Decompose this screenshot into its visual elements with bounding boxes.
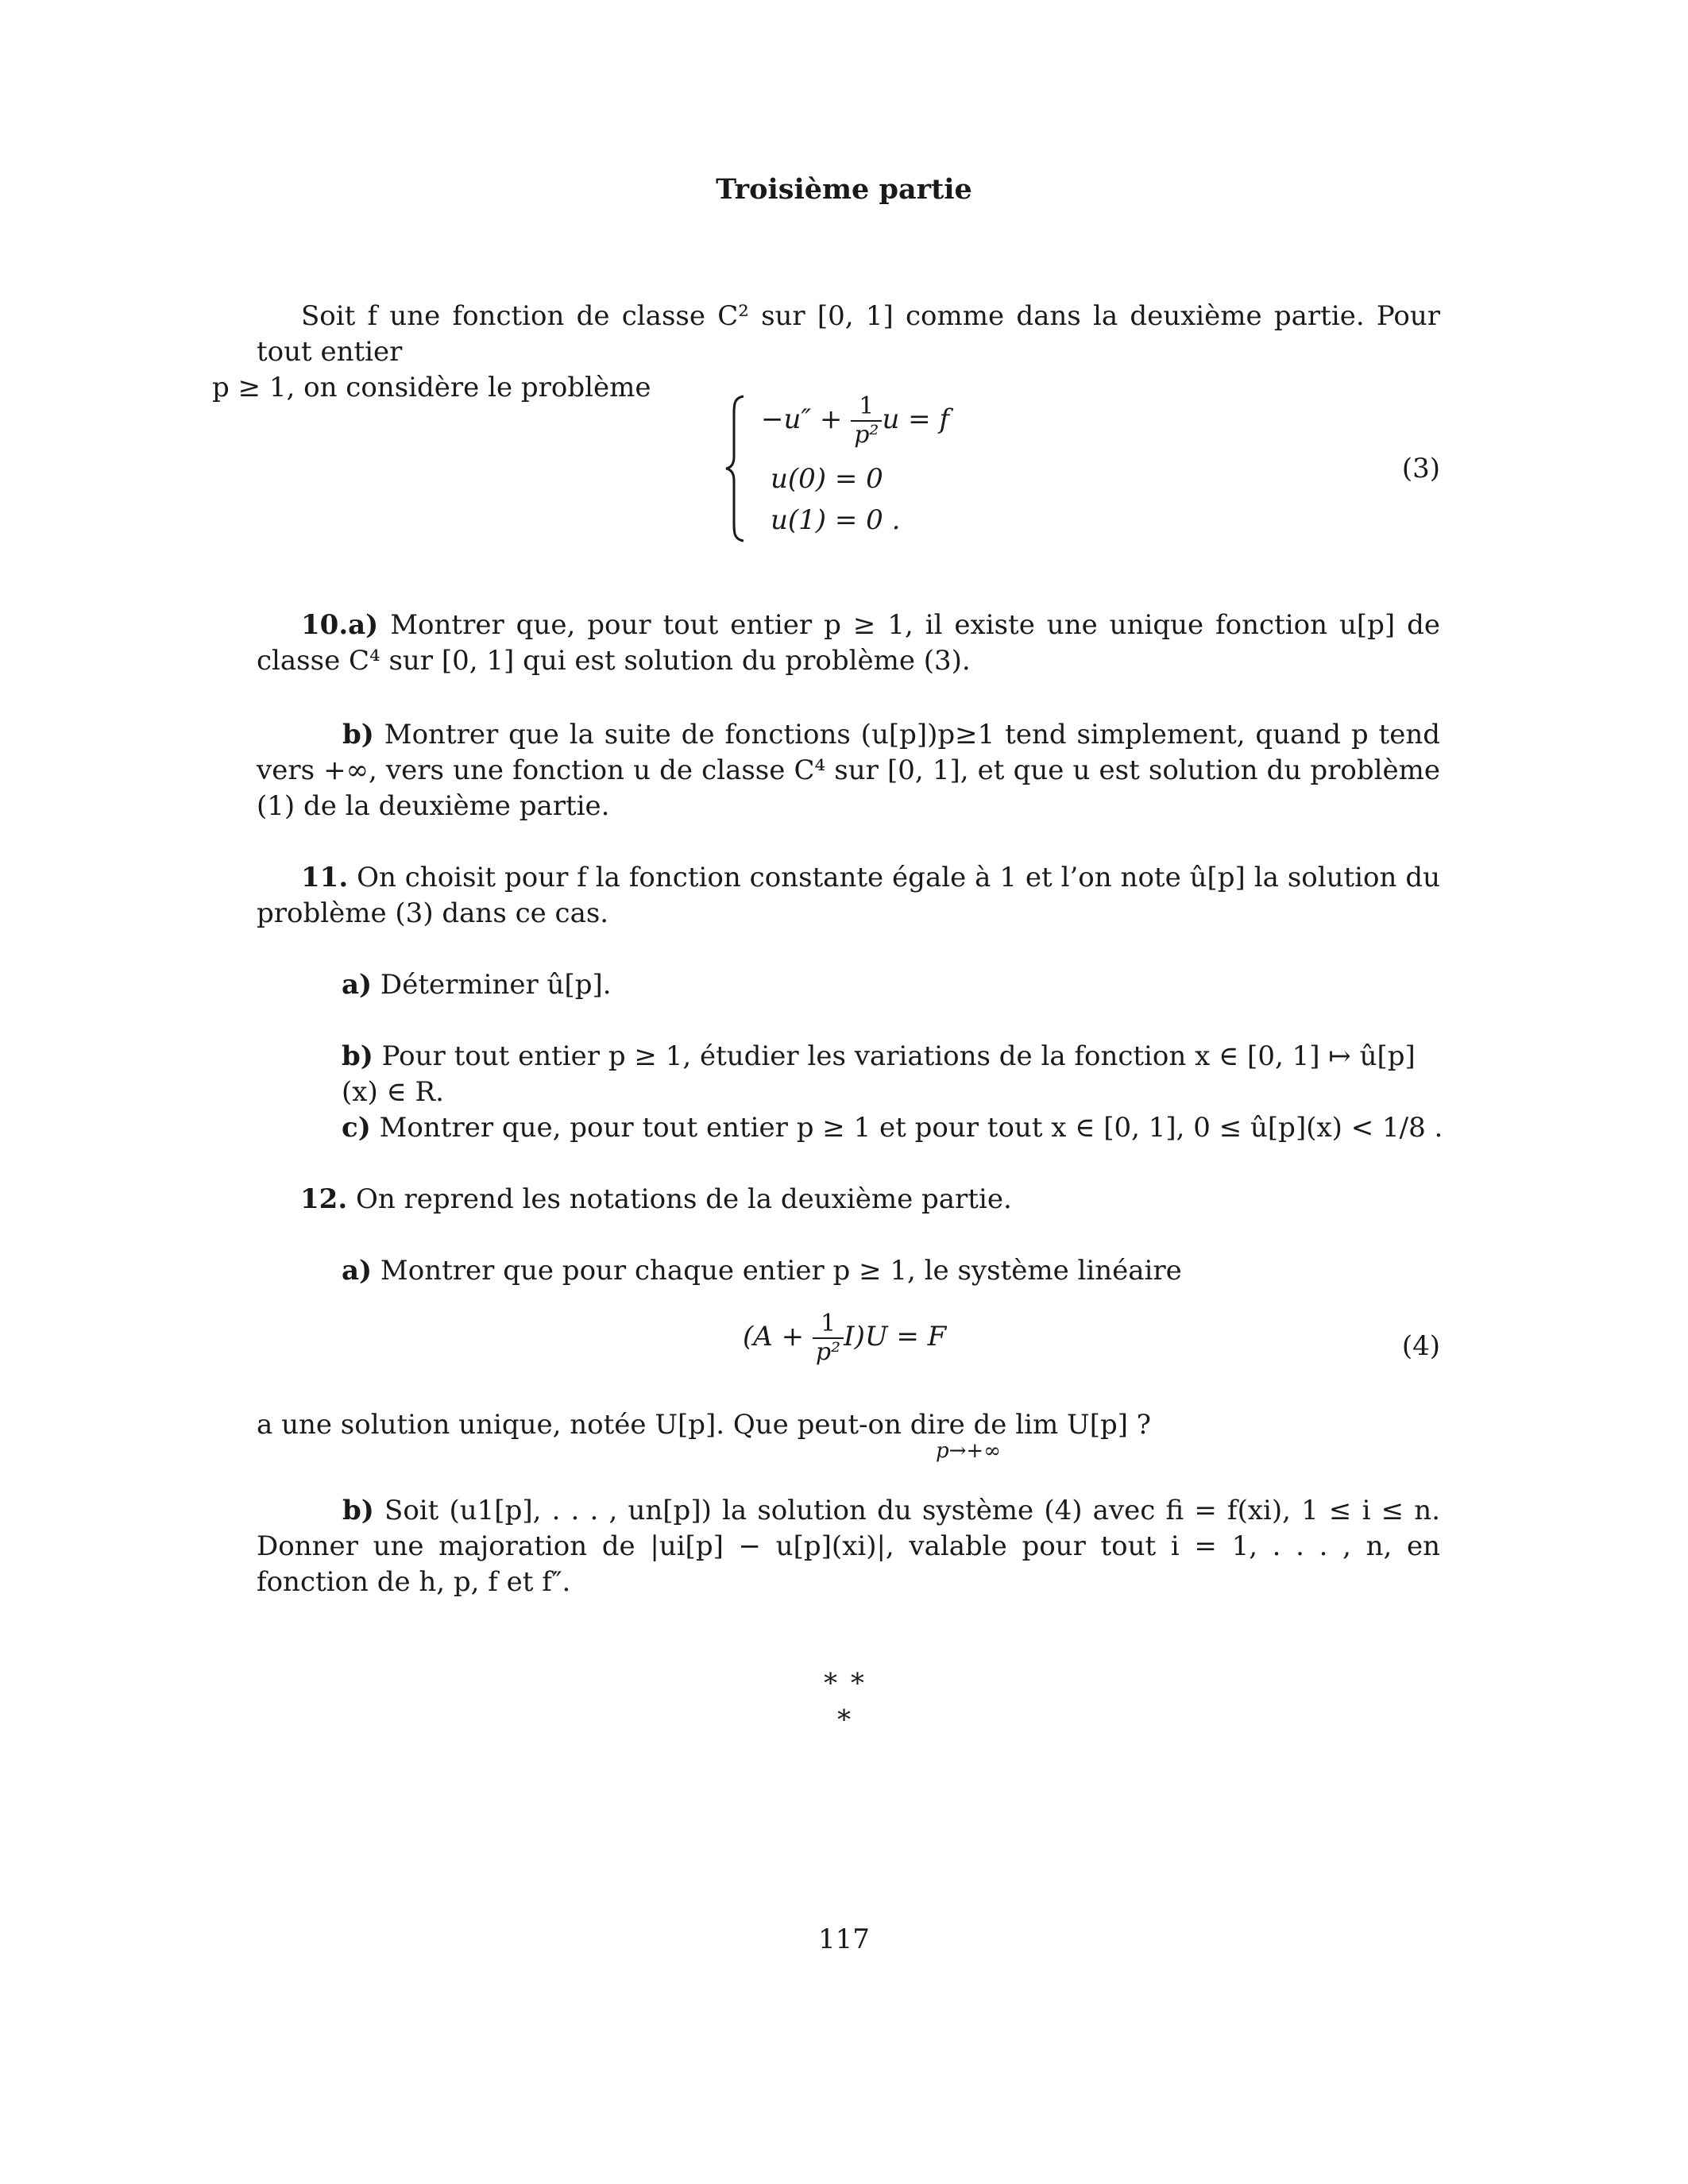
section-title: Troisième partie	[716, 173, 972, 206]
question-11	[257, 860, 1440, 932]
question-11c-text: Montrer que, pour tout entier p ≥ 1 et pour tout x ∈ [0, 1], 0 ≤ û[p](x) < 1/8 .	[370, 1112, 1443, 1144]
equation-number-3: (3)	[1401, 453, 1440, 484]
question-11c	[342, 1110, 1446, 1146]
equation-4	[743, 1310, 946, 1366]
fraction-denominator-eq4: p²	[815, 1338, 841, 1366]
system-line-1-left: −u″ +	[761, 403, 852, 435]
stars-top: ∗ ∗	[821, 1662, 867, 1694]
question-11a	[342, 967, 1446, 1003]
question-11-text: On choisit pour f la fonction constante égale à 1 et l’on note û[p] la solution du problème (3) dans ce cas.	[257, 862, 1440, 929]
system-line-1	[761, 393, 949, 449]
question-11-label: 11.	[301, 862, 349, 893]
question-10a	[257, 608, 1440, 679]
left-brace-icon	[723, 393, 747, 544]
question-12b	[257, 1493, 1440, 1600]
system-line-2: u(0) = 0	[771, 463, 883, 495]
intro-line-2: p ≥ 1, on considère le problème	[212, 372, 651, 403]
question-11b-label: b)	[342, 1040, 373, 1072]
question-11c-label: c)	[342, 1112, 371, 1144]
question-11a-text: Déterminer û[p].	[372, 969, 612, 1001]
question-12b-text: Soit (u1[p], . . . , un[p]) la solution du système (4) avec fi = f(xi), 1 ≤ i ≤ n. Donner une majoration de |ui[p] − u[p](xi)|, valable pour tout i = 1, . . . , n, en fonction de h, p, f et f″.	[257, 1495, 1440, 1598]
equation-4-right: I)U = F	[844, 1321, 947, 1352]
question-12a-continuation	[257, 1407, 1440, 1443]
stars-bottom: ∗	[834, 1699, 854, 1731]
page-number: 117	[818, 1924, 870, 1955]
system-line-1-right: u = f	[882, 403, 950, 435]
question-10b-label: b)	[342, 719, 374, 751]
fraction-1-over-p2	[851, 393, 882, 449]
question-10b-text: Montrer que la suite de fonctions (u[p])p≥1 tend simplement, quand p tend vers +∞, vers une fonction u de classe C⁴ sur [0, 1], et que u est solution du problème (1) de la deuxième partie.	[257, 719, 1440, 822]
question-10b	[257, 717, 1440, 824]
intro-line-1: Soit f une fonction de classe C² sur [0, 1] comme dans la deuxième partie. Pour tout entier	[257, 300, 1440, 368]
limit-subscript: p→+∞	[936, 1439, 1001, 1463]
equation-number-4: (4)	[1401, 1330, 1440, 1362]
fraction-1-over-p2-eq4	[813, 1310, 844, 1366]
question-12a-text: Montrer que pour chaque entier p ≥ 1, le système linéaire	[372, 1255, 1182, 1287]
question-11b	[342, 1039, 1446, 1110]
question-12a	[342, 1253, 1446, 1289]
question-12-text: On reprend les notations de la deuxième partie.	[347, 1183, 1012, 1215]
question-12	[300, 1182, 1404, 1217]
equation-system-3	[723, 393, 1009, 544]
equation-4-left: (A +	[743, 1321, 813, 1352]
question-12a-label: a)	[342, 1255, 373, 1287]
intro-paragraph	[212, 299, 1440, 406]
fraction-numerator: 1	[851, 393, 882, 422]
question-10a-text: Montrer que, pour tout entier p ≥ 1, il existe une unique fonction u[p] de classe C⁴ sur [0, 1] qui est solution du problème (3).	[257, 609, 1440, 677]
system-line-3: u(1) = 0 .	[771, 504, 901, 536]
fraction-denominator: p²	[854, 421, 879, 449]
question-11a-label: a)	[342, 969, 373, 1001]
question-11b-text: Pour tout entier p ≥ 1, étudier les variations de la fonction x ∈ [0, 1] ↦ û[p](x) ∈ R.	[342, 1040, 1416, 1108]
fraction-numerator-eq4: 1	[813, 1310, 844, 1339]
question-10a-label: 10.a)	[301, 609, 379, 641]
question-12-label: 12.	[300, 1183, 348, 1215]
question-12a-after-text: a une solution unique, notée U[p]. Que peut-on dire de lim U[p] ?	[257, 1409, 1152, 1441]
question-12b-label: b)	[342, 1495, 374, 1526]
